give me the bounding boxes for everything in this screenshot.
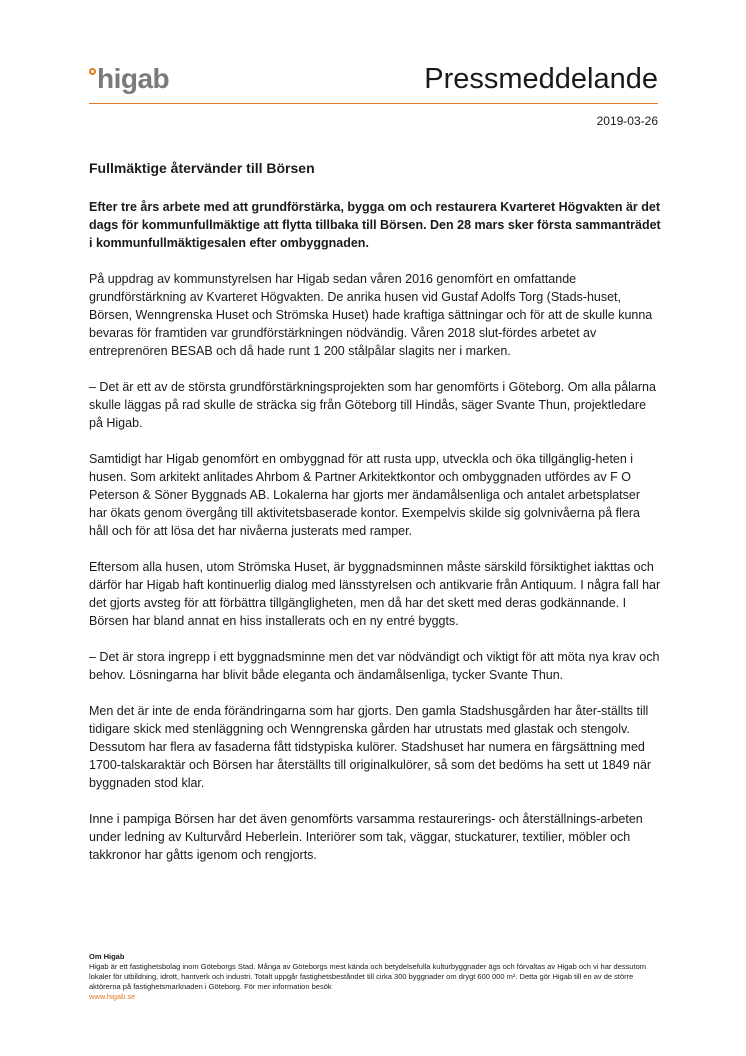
paragraph: – Det är ett av de största grundförstärkningsprojekten som har genomförts i Göteborg. Om alla pålarna skulle läggas på rad skulle de sträcka sig från Göteborg till Hindås, säger Svante Thun, projektledare på Higab. [89,380,656,430]
footer-title: Om Higab [89,952,125,961]
paragraph: På uppdrag av kommunstyrelsen har Higab sedan våren 2016 genomfört en omfattande grundförstärkning av Kvarteret Högvakten. De anrika husen vid Gustaf Adolfs Torg (Stads-huset, Börsen, Wenngrenska Huset och Strömska Huset) hade kraftiga sättningar och för att de skulle kunna bevaras för framtiden var grundförstärkningen nödvändig. Våren 2018 slut-fördes arbetet av entreprenören BESAB och då hade runt 1 200 stålpålar slagits ner i marken. [89,272,653,358]
article-lead: Efter tre års arbete med att grundförstärka, bygga om och restaurera Kvarteret Högvakten är det dags för kommunfullmäktige att flytta tillbaka till Börsen. Den 28 mars sker första sammanträdet i kommunfullmäktigesalen efter ombyggnaden. [89,200,661,250]
paragraph: Eftersom alla husen, utom Strömska Huset, är byggnadsminnen måste särskild försiktighet iakttas och därför har Higab haft kontinuerlig dialog med länsstyrelsen och antikvarie från Antiquum. I några fall har det gjorts avsteg för att förbättra tillgängligheten, men då har det skett med deras godkännande. I Börsen har bland annat en hiss installerats och en ny entré byggts. [89,560,661,628]
logo-text: higab [97,63,170,94]
website-link[interactable]: www.higab.se [89,992,136,1001]
paragraph: Samtidigt har Higab genomfört en ombyggnad för att rusta upp, utveckla och öka tillgänglig-heten i husen. Som arkitekt anlitades Ahrbom & Partner Arkitektkontor och ombyggnaden utfördes av F O Peterson & Söner Byggnads AB. Lokalerna har gjorts mer ändamålsenliga och antalet arbetsplatser har ökats genom övergång till aktivitetsbaserade kontor. Exempelvis skilde sig golvnivåerna på flera håll och för att lösa det har nivåerna justerats med ramper. [89,452,641,538]
article-title: Fullmäktige återvänder till Börsen [89,160,315,176]
company-footer [89,952,661,1002]
footer-text: Higab är ett fastighetsbolag inom Göteborgs Stad. Många av Göteborgs mest kända och betydelsefulla kulturbyggnader ägs och förvaltas av Higab och vi har dessutom lokaler för utbildning, idrott, hantverk och industri. Totalt uppgår fastighetsbeståndet till cirka 300 byggnader om drygt 600 000 m². Detta gör Higab till en av de större aktörerna på fastighetsmarknaden i Göteborg. För mer information besök [89,962,646,991]
higab-logo [89,62,169,98]
header-divider [89,103,658,104]
logo-dot-icon [89,68,96,75]
article-body [89,158,661,882]
document-type: Pressmeddelande [424,63,658,95]
release-date: 2019-03-26 [596,114,658,128]
paragraph: – Det är stora ingrepp i ett byggnadsminne men det var nödvändigt och viktigt för att möta nya krav och behov. Lösningarna har blivit både eleganta och ändamålsenliga, tycker Svante Thun. [89,650,660,682]
paragraph: Inne i pampiga Börsen har det även genomförts varsamma restaurerings- och återställnings-arbeten under ledning av Kulturvård Heberlein. Interiörer som tak, väggar, stuckaturer, textilier, möbler och takkronor har gåtts igenom och rengjorts. [89,812,643,862]
paragraph: Men det är inte de enda förändringarna som har gjorts. Den gamla Stadshusgården har åter-ställts till tidigare skick med stenläggning och Wenngrenska gården har utrustats med glastak och stengolv. Dessutom har flera av fasaderna fått tidstypiska kulörer. Stadshuset har numera en färgsättning med 1700-talskaraktär och Börsen har återställts till originalkulörer, så som det bedöms ha sett ut 1849 när byggnaden stod klar. [89,704,652,790]
